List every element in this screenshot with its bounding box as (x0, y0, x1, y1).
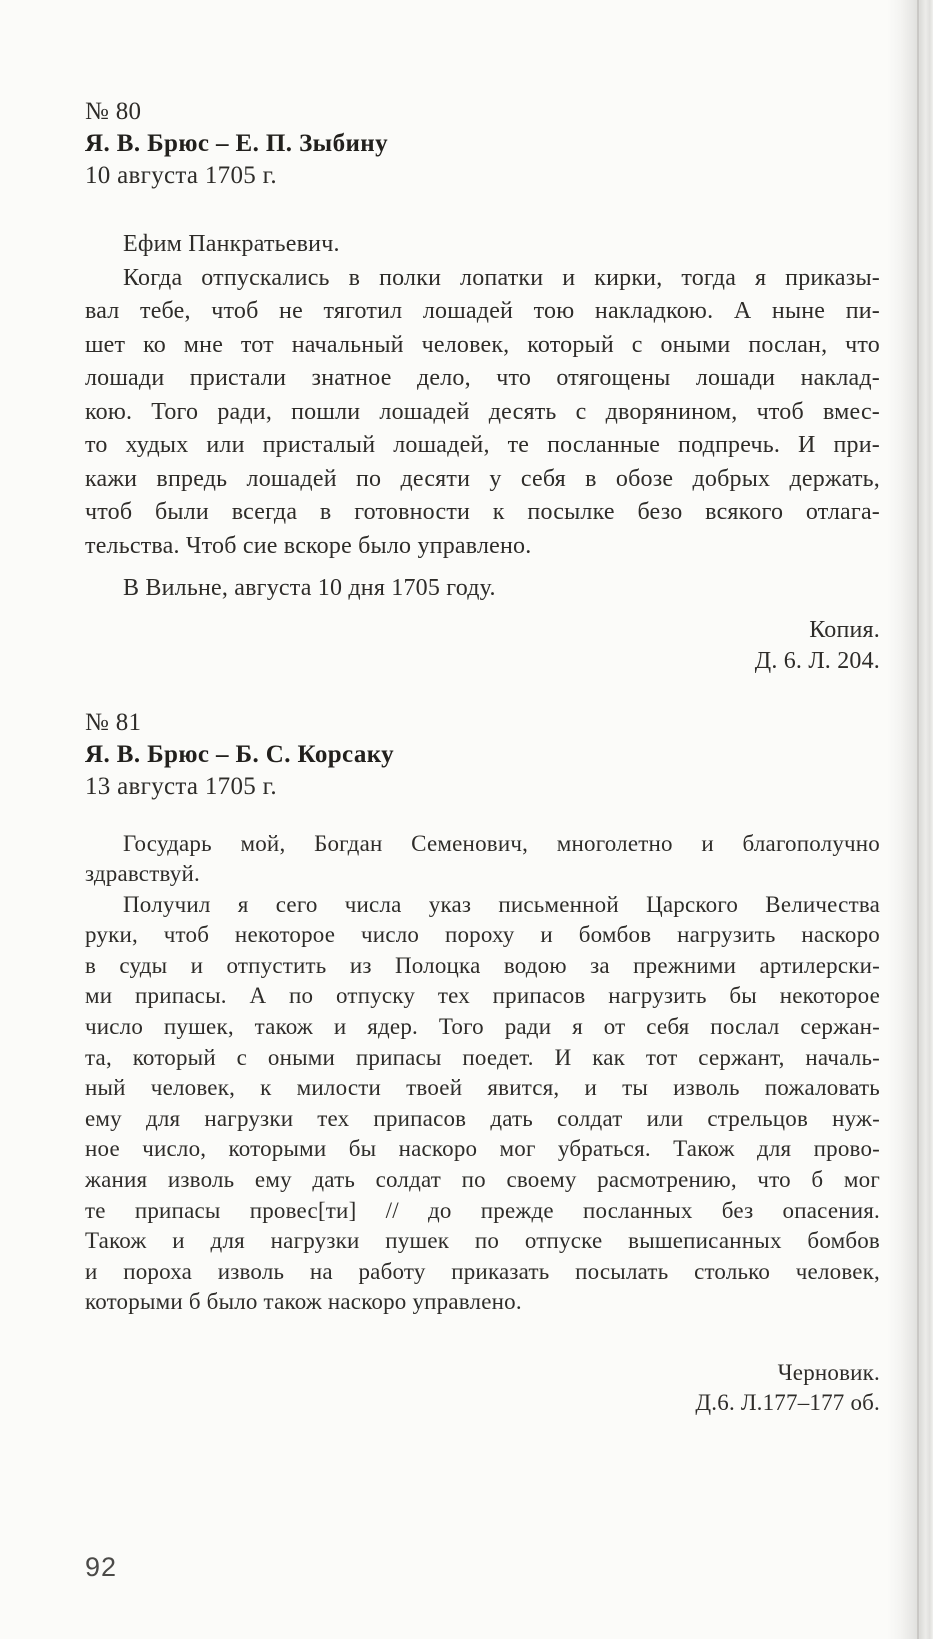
letter-number: № 81 (85, 708, 142, 736)
archive-reference: Д. 6. Л. 204. (754, 647, 880, 674)
text-line: Когда отпускались в полки лопатки и кирки, тогда я приказы- (123, 264, 880, 291)
text-line: тельства. Чтоб сие вскоре было управлено. (85, 532, 532, 559)
text-line: Також и для нагрузки пушек по отпуске вышеписанных бомбов (85, 1228, 880, 1254)
page-number: 92 (85, 1552, 118, 1582)
text-line: Ефим Панкратьевич. (123, 231, 340, 257)
text-line: Государь мой, Богдан Семенович, многолетно и благополучно (123, 830, 880, 856)
text-line: здравствуй. (85, 861, 200, 887)
letter-80 (85, 96, 880, 677)
text-line: и пороха изволь на работу приказать посылать столько человек, (85, 1258, 880, 1284)
letter-81-body (85, 829, 880, 1319)
text-line: число пушек, також и ядер. Того ради я от себя послал сержан- (85, 1014, 880, 1040)
text-line: руки, чтоб некоторое число пороху и бомбов нагрузить наскоро (85, 922, 880, 948)
letter-80-dateline: В Вильне, августа 10 дня 1705 году. (123, 575, 496, 601)
letter-80-header (85, 96, 880, 192)
text-line: те припасы провес[ти] // до прежде посланных без опасения. (85, 1197, 880, 1223)
text-line: то худых или присталый лошадей, те посланные подпречь. И при- (85, 432, 880, 458)
text-line: та, который с оными припасы поедет. И как тот сержант, началь- (85, 1044, 880, 1070)
text-line: в суды и отпустить из Полоцка водою за прежними артилерски- (85, 952, 880, 978)
letter-date: 10 августа 1705 г. (85, 162, 277, 189)
source-type: Черновик. (777, 1360, 880, 1385)
letter-number: № 80 (85, 98, 142, 125)
letter-80-body (85, 228, 880, 563)
text-line: кою. Того ради, пошли лошадей десять с дворянином, чтоб вмес- (85, 398, 880, 425)
text-line: жания изволь ему дать солдат по своему расмотрению, что б мог (85, 1167, 880, 1193)
text-line: шет ко мне тот начальный человек, который с оными послан, что (85, 331, 880, 358)
letter-81-header (85, 707, 880, 803)
archive-reference: Д.6. Л.177–177 об. (695, 1390, 880, 1415)
text-line: вал тебе, чтоб не тяготил лошадей тою накладкою. А ныне пи- (85, 298, 880, 324)
text-line: чтоб были всегда в готовности к посылке безо всякого отлага- (85, 499, 880, 525)
letter-80-source (85, 615, 880, 677)
text-line: Получил я сего числа указ письменной Царского Величества (123, 891, 880, 917)
text-line: кажи впредь лошадей по десяти у себя в обозе добрых держать, (85, 465, 880, 492)
letter-81-source (85, 1358, 880, 1418)
text-line: ми припасы. А по отпуску тех припасов нагрузить бы некоторое (85, 983, 880, 1009)
text-line: ный человек, к милости твоей явится, и ты изволь пожаловать (85, 1075, 880, 1101)
text-line: лошади пристали знатное дело, что отягощены лошади наклад- (85, 365, 880, 391)
letter-date: 13 августа 1705 г. (85, 772, 277, 800)
letter-title: Я. В. Брюс – Б. С. Корсаку (85, 740, 395, 768)
source-type: Копия. (809, 616, 880, 643)
text-line: которыми б было також наскоро управлено. (85, 1289, 522, 1315)
letter-81 (85, 707, 880, 1419)
text-line: ему для нагрузки тех припасов дать солдат или стрельцов нуж- (85, 1105, 880, 1131)
text-line: ное число, которыми бы наскоро мог убраться. Також для прово- (85, 1136, 880, 1162)
letter-title: Я. В. Брюс – Е. П. Зыбину (85, 130, 389, 157)
